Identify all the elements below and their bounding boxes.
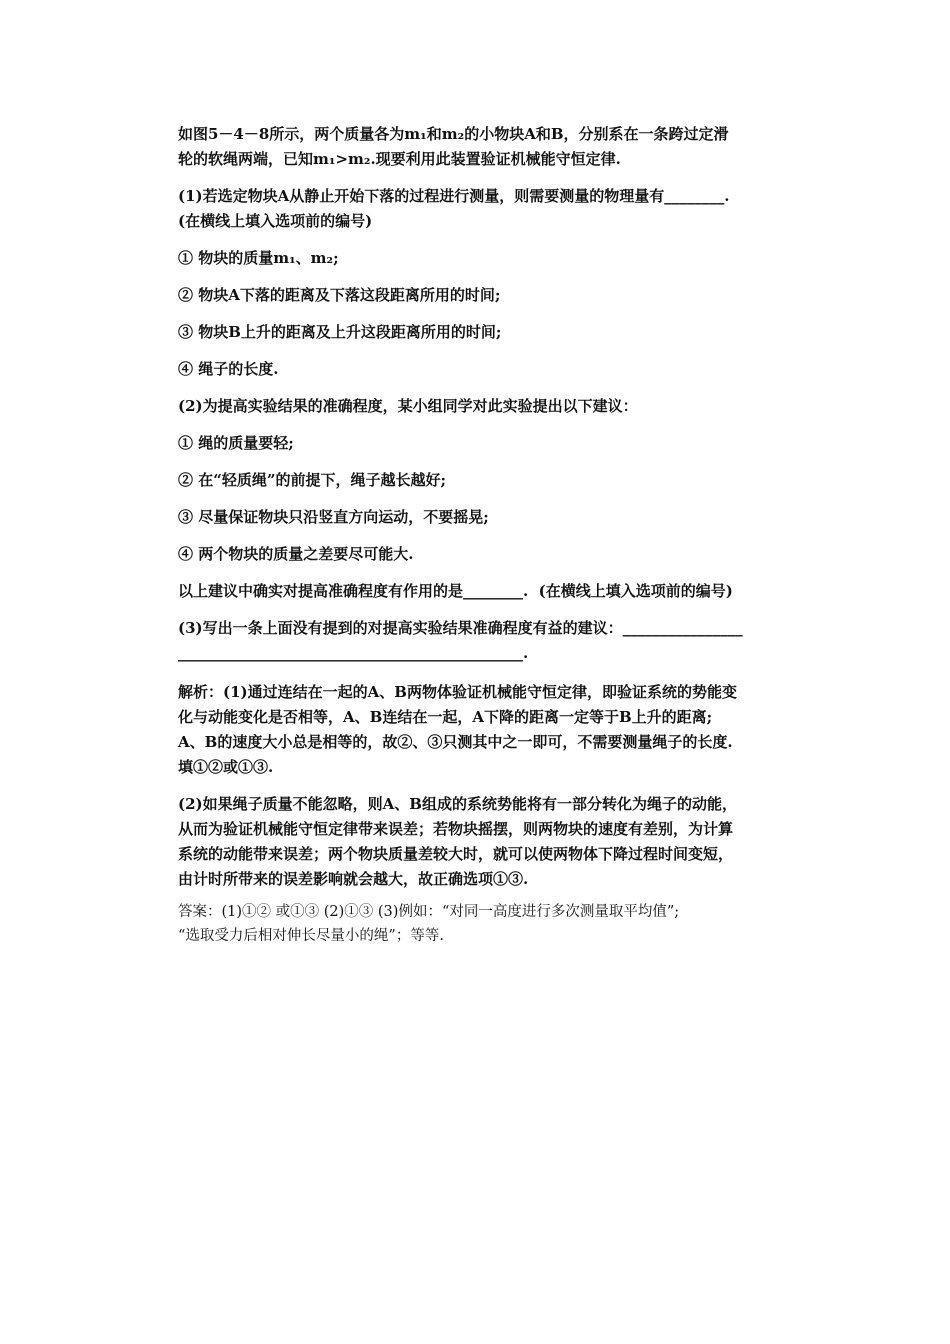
analysis-line: 填①②或①③. [178, 758, 274, 776]
q1-stem-line: (1)若选定物块A从静止开始下落的过程进行测量，则需要测量的物理量有________. [178, 187, 730, 205]
q1-option: ④ 绳子的长度. [178, 360, 279, 378]
analysis-line: 解析：(1)通过连结在一起的A、B两物体验证机械能守恒定律，即验证系统的势能变 [178, 683, 737, 701]
analysis-line: 从而为验证机械能守恒定律带来误差；若物块摇摆，则两物块的速度有差别，为计算 [178, 820, 734, 838]
analysis-part-2 [178, 792, 816, 892]
intro-line: 如图5－4－8所示，两个质量各为m₁和m₂的小物块A和B，分别系在一条跨过定滑 [178, 125, 729, 143]
question-3 [178, 616, 816, 666]
answer-line: 答案：(1)①② 或①③ (2)①③ (3)例如：“对同一高度进行多次测量取平均值”; [178, 904, 680, 920]
answer-block [178, 900, 816, 948]
q3-line: ______________________________________________. [178, 644, 529, 662]
analysis-line: 化与动能变化是否相等，A、B连结在一起，A下降的距离一定等于B上升的距离; [178, 708, 713, 726]
answer-line: “选取受力后相对伸长尽量小的绳”；等等. [178, 928, 444, 944]
analysis-line: A、B的速度大小总是相等的，故②、③只测其中之一即可，不需要测量绳子的长度. [178, 733, 733, 751]
q2-option: ③ 尽量保证物块只沿竖直方向运动，不要摇晃; [178, 508, 489, 526]
q3-line: (3)写出一条上面没有提到的对提高实验结果准确程度有益的建议：________________ [178, 619, 743, 637]
document-page [178, 122, 816, 948]
q2-conclusion: 以上建议中确实对提高准确程度有作用的是________. (在横线上填入选项前的编号) [178, 582, 733, 600]
question-intro [178, 122, 816, 172]
q1-option: ① 物块的质量m₁、m₂; [178, 249, 339, 267]
q1-option: ② 物块A下落的距离及下落这段距离所用的时间; [178, 286, 501, 304]
analysis-line: 系统的动能带来误差；两个物块质量差较大时，就可以使两物体下降过程时间变短， [178, 845, 734, 863]
analysis-line: (2)如果绳子质量不能忽略，则A、B组成的系统势能将有一部分转化为绳子的动能， [178, 795, 737, 813]
q1-option: ③ 物块B上升的距离及上升这段距离所用的时间; [178, 323, 502, 341]
q2-stem: (2)为提高实验结果的准确程度，某小组同学对此实验提出以下建议： [178, 397, 638, 415]
question-1 [178, 184, 816, 234]
analysis-line: 由计时所带来的误差影响就会越大，故正确选项①③. [178, 870, 529, 888]
q2-option: ① 绳的质量要轻; [178, 434, 294, 452]
q2-option: ② 在“轻质绳”的前提下，绳子越长越好; [178, 471, 447, 489]
analysis-part-1 [178, 680, 816, 780]
q1-stem-line: (在横线上填入选项前的编号) [178, 212, 373, 230]
intro-line: 轮的软绳两端，已知m₁>m₂.现要利用此装置验证机械能守恒定律. [178, 150, 621, 168]
q2-option: ④ 两个物块的质量之差要尽可能大. [178, 545, 414, 563]
